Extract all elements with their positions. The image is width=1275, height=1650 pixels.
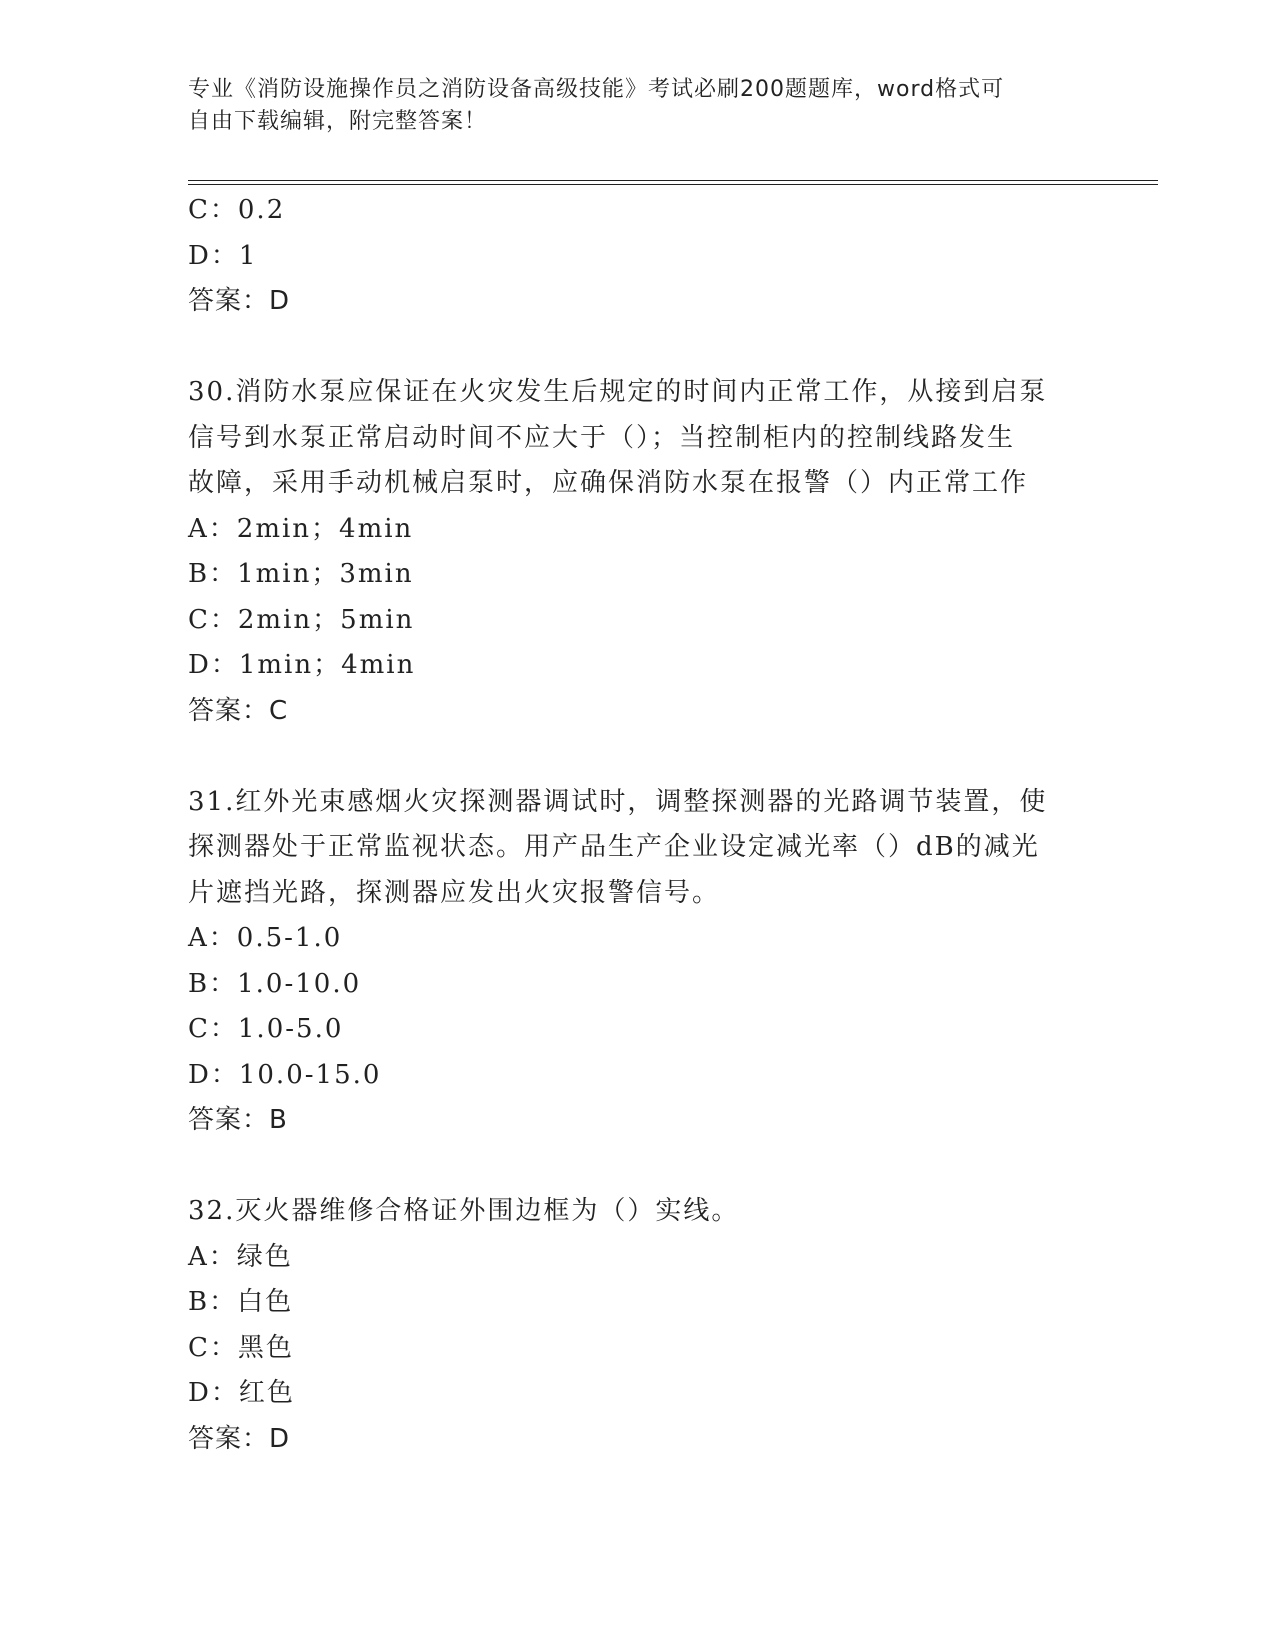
option-d: D：1min；4min xyxy=(188,650,416,680)
question-stem-line: 30.消防水泵应保证在火灾发生后规定的时间内正常工作，从接到启泵 xyxy=(188,377,1048,407)
question-32 xyxy=(188,1189,1088,1462)
header-line-2: 自由下载编辑，附完整答案！ xyxy=(188,109,488,134)
option-a: A：0.5-1.0 xyxy=(188,923,343,953)
option-b: B：白色 xyxy=(188,1287,294,1317)
option-d: D：1 xyxy=(188,240,258,271)
option-a: A：2min；4min xyxy=(188,513,414,544)
question-stem-line: 32.灭火器维修合格证外围边框为（）实线。 xyxy=(188,1196,740,1226)
question-stem-line: 片遮挡光路，探测器应发出火灾报警信号。 xyxy=(188,877,721,908)
question-stem-line: 31.红外光束感烟火灾探测器调试时，调整探测器的光路调节装置，使 xyxy=(188,786,1048,817)
header-line-1: 专业《消防设施操作员之消防设备高级技能》考试必刷200题题库，word格式可 xyxy=(188,77,1005,102)
option-b: B：1.0-10.0 xyxy=(188,968,362,999)
question-stem-line: 故障，采用手动机械启泵时，应确保消防水泵在报警（）内正常工作 xyxy=(188,468,1029,498)
spacer xyxy=(188,734,1088,780)
option-c: C：0.2 xyxy=(188,195,286,225)
spacer xyxy=(188,1144,1088,1190)
question-list xyxy=(188,188,1088,1462)
option-c: C：1.0-5.0 xyxy=(188,1014,344,1044)
question-stem-line: 信号到水泵正常启动时间不应大于（）；当控制柜内的控制线路发生 xyxy=(188,422,1016,453)
option-b: B：1min；3min xyxy=(188,559,414,589)
answer-line: 答案：C xyxy=(188,695,289,726)
option-c: C：2min；5min xyxy=(188,604,415,635)
document-header xyxy=(188,74,1068,138)
option-d: D：10.0-15.0 xyxy=(188,1059,382,1090)
spacer xyxy=(188,325,1088,371)
option-a: A：绿色 xyxy=(188,1241,293,1272)
header-divider xyxy=(188,180,1158,185)
question-31 xyxy=(188,780,1088,1144)
answer-line: 答案：B xyxy=(188,1105,288,1135)
answer-line: 答案：D xyxy=(188,286,291,316)
question-30 xyxy=(188,370,1088,734)
question-stem-line: 探测器处于正常监视状态。用产品生产企业设定减光率（）dB的减光 xyxy=(188,832,1040,862)
answer-line: 答案：D xyxy=(188,1423,291,1454)
option-c: C：黑色 xyxy=(188,1332,294,1363)
previous-question-tail xyxy=(188,188,1088,325)
option-d: D：红色 xyxy=(188,1378,295,1408)
